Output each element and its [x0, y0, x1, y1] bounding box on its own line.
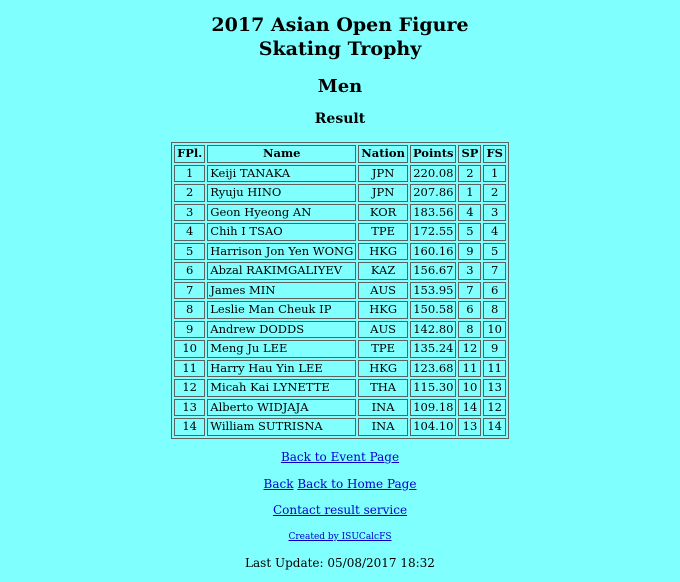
table-row	[174, 204, 506, 222]
cell-points: 220.08	[410, 165, 457, 183]
cell-sp: 5	[458, 223, 481, 241]
cell-fpl: 8	[174, 301, 205, 319]
created-by-link[interactable]: Created by ISUCalcFS	[288, 531, 392, 542]
cell-sp: 6	[458, 301, 481, 319]
cell-points: 160.16	[410, 243, 457, 261]
cell-nation: HKG	[358, 301, 408, 319]
cell-points: 207.86	[410, 184, 457, 202]
cell-sp: 11	[458, 360, 481, 378]
results-table-body	[174, 165, 506, 436]
cell-fpl: 1	[174, 165, 205, 183]
cell-name: Chih I TSAO	[207, 223, 356, 241]
cell-fs: 1	[483, 165, 505, 183]
cell-fs: 5	[483, 243, 505, 261]
cell-name: Harry Hau Yin LEE	[207, 360, 356, 378]
cell-points: 135.24	[410, 340, 457, 358]
table-row	[174, 301, 506, 319]
table-row	[174, 360, 506, 378]
cell-points: 150.58	[410, 301, 457, 319]
cell-points: 172.55	[410, 223, 457, 241]
back-link[interactable]: Back	[263, 476, 294, 491]
cell-fpl: 10	[174, 340, 205, 358]
cell-points: 153.95	[410, 282, 457, 300]
cell-name: Abzal RAKIMGALIYEV	[207, 262, 356, 280]
cell-nation: AUS	[358, 282, 408, 300]
cell-fpl: 3	[174, 204, 205, 222]
cell-fs: 6	[483, 282, 505, 300]
cell-fs: 2	[483, 184, 505, 202]
cell-fs: 14	[483, 418, 505, 436]
table-header-row	[174, 145, 506, 163]
cell-name: Keiji TANAKA	[207, 165, 356, 183]
table-row	[174, 340, 506, 358]
column-header-sp: SP	[458, 145, 481, 163]
table-row	[174, 379, 506, 397]
created-by-line	[0, 518, 680, 545]
cell-name: Meng Ju LEE	[207, 340, 356, 358]
cell-nation: INA	[358, 418, 408, 436]
cell-sp: 14	[458, 399, 481, 417]
cell-nation: KOR	[358, 204, 408, 222]
cell-fpl: 11	[174, 360, 205, 378]
page-title: 2017 Asian Open Figure Skating Trophy	[211, 14, 469, 60]
cell-fpl: 14	[174, 418, 205, 436]
cell-nation: THA	[358, 379, 408, 397]
cell-sp: 7	[458, 282, 481, 300]
segment-heading: Result	[314, 111, 366, 127]
cell-fpl: 5	[174, 243, 205, 261]
cell-fpl: 13	[174, 399, 205, 417]
results-table	[171, 142, 509, 439]
cell-fs: 9	[483, 340, 505, 358]
cell-name: Micah Kai LYNETTE	[207, 379, 356, 397]
table-row	[174, 184, 506, 202]
last-update: Last Update: 05/08/2017 18:32	[245, 555, 435, 570]
cell-sp: 4	[458, 204, 481, 222]
column-header-fs: FS	[483, 145, 505, 163]
cell-fs: 8	[483, 301, 505, 319]
cell-fs: 10	[483, 321, 505, 339]
cell-nation: JPN	[358, 165, 408, 183]
back-to-event-link[interactable]: Back to Event Page	[280, 449, 400, 464]
column-header-name: Name	[207, 145, 356, 163]
cell-fs: 4	[483, 223, 505, 241]
table-row	[174, 165, 506, 183]
cell-name: Alberto WIDJAJA	[207, 399, 356, 417]
column-header-points: Points	[410, 145, 457, 163]
cell-name: William SUTRISNA	[207, 418, 356, 436]
table-row	[174, 262, 506, 280]
cell-points: 183.56	[410, 204, 457, 222]
cell-fs: 11	[483, 360, 505, 378]
cell-name: Harrison Jon Yen WONG	[207, 243, 356, 261]
table-row	[174, 223, 506, 241]
table-row	[174, 321, 506, 339]
cell-sp: 3	[458, 262, 481, 280]
cell-nation: HKG	[358, 360, 408, 378]
cell-nation: HKG	[358, 243, 408, 261]
cell-name: James MIN	[207, 282, 356, 300]
cell-fs: 12	[483, 399, 505, 417]
cell-points: 104.10	[410, 418, 457, 436]
cell-name: Andrew DODDS	[207, 321, 356, 339]
cell-points: 109.18	[410, 399, 457, 417]
cell-fpl: 7	[174, 282, 205, 300]
table-row	[174, 418, 506, 436]
cell-nation: INA	[358, 399, 408, 417]
cell-fs: 7	[483, 262, 505, 280]
cell-sp: 9	[458, 243, 481, 261]
back-to-home-link[interactable]: Back to Home Page	[297, 476, 417, 491]
cell-sp: 10	[458, 379, 481, 397]
navigation-line	[0, 465, 680, 492]
cell-fpl: 4	[174, 223, 205, 241]
cell-sp: 8	[458, 321, 481, 339]
cell-nation: JPN	[358, 184, 408, 202]
footer-links	[0, 439, 680, 571]
cell-sp: 13	[458, 418, 481, 436]
cell-points: 156.67	[410, 262, 457, 280]
table-row	[174, 399, 506, 417]
contact-line	[0, 492, 680, 518]
cell-name: Leslie Man Cheuk IP	[207, 301, 356, 319]
cell-nation: KAZ	[358, 262, 408, 280]
cell-sp: 1	[458, 184, 481, 202]
cell-sp: 2	[458, 165, 481, 183]
cell-points: 142.80	[410, 321, 457, 339]
cell-sp: 12	[458, 340, 481, 358]
contact-result-service-link[interactable]: Contact result service	[272, 502, 408, 517]
cell-fs: 3	[483, 204, 505, 222]
cell-nation: AUS	[358, 321, 408, 339]
cell-nation: TPE	[358, 223, 408, 241]
cell-fpl: 6	[174, 262, 205, 280]
category-heading: Men	[317, 76, 363, 97]
table-row	[174, 243, 506, 261]
cell-fpl: 2	[174, 184, 205, 202]
cell-points: 115.30	[410, 379, 457, 397]
back-to-event-line	[0, 439, 680, 465]
cell-fs: 13	[483, 379, 505, 397]
cell-fpl: 12	[174, 379, 205, 397]
cell-points: 123.68	[410, 360, 457, 378]
cell-nation: TPE	[358, 340, 408, 358]
table-row	[174, 282, 506, 300]
cell-fpl: 9	[174, 321, 205, 339]
cell-name: Geon Hyeong AN	[207, 204, 356, 222]
column-header-nation: Nation	[358, 145, 408, 163]
cell-name: Ryuju HINO	[207, 184, 356, 202]
column-header-fpl: FPl.	[174, 145, 205, 163]
